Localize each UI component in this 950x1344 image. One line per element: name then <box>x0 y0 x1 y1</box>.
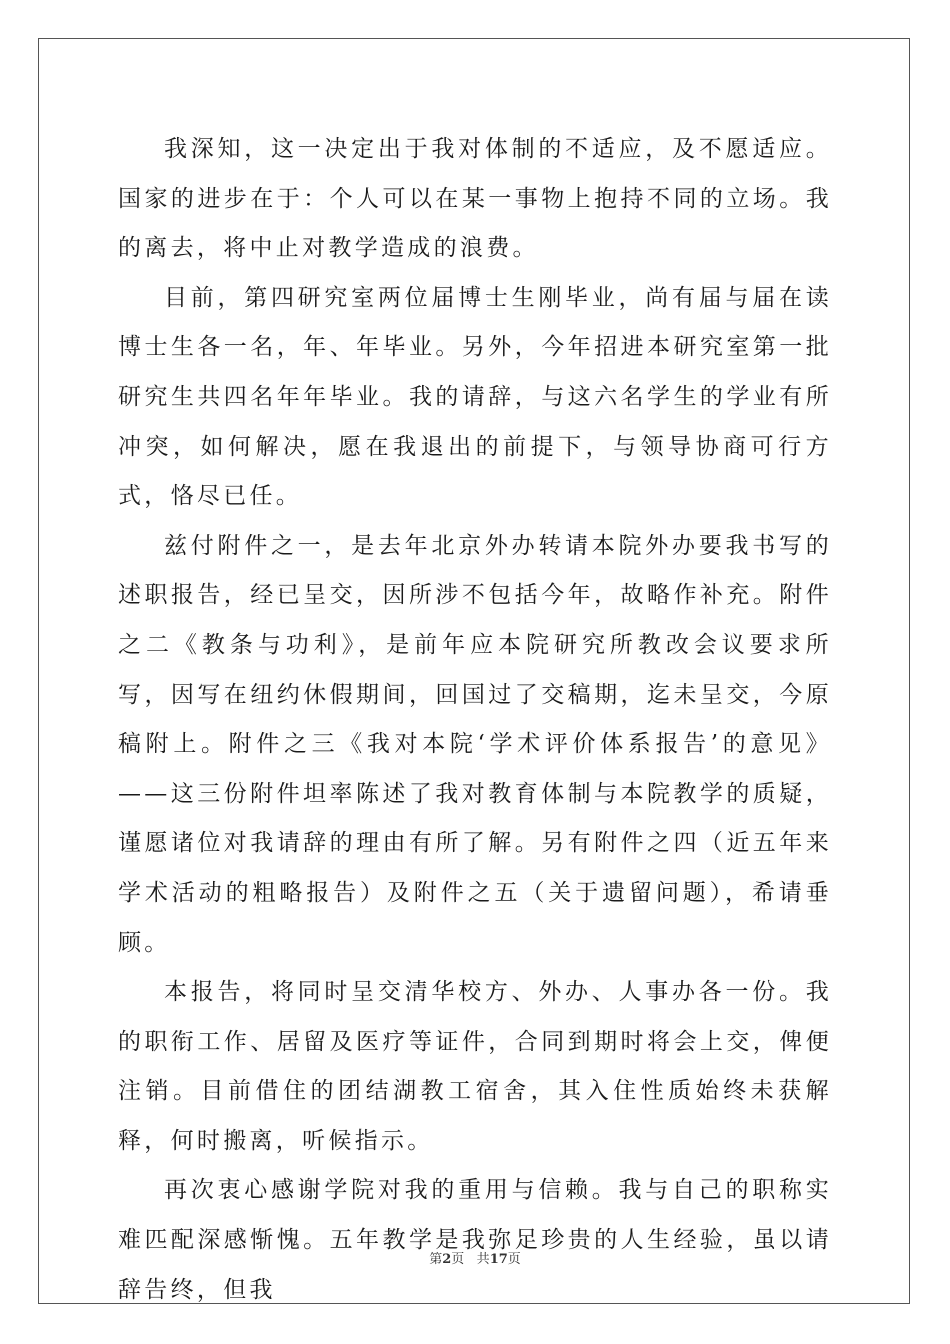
total-prefix: 共 <box>476 1252 490 1267</box>
page-footer <box>0 1248 950 1267</box>
paragraph-4: 本报告，将同时呈交清华校方、外办、人事办各一份。我的职衔工作、居留及医疗等证件，合同到期时将会上交，俾便注销。目前借住的团结湖教工宿舍，其入住性质始终未获解释，何时搬离，听候指示。 <box>118 979 832 1154</box>
page-number: 2 <box>442 1252 452 1267</box>
paragraph-2: 目前，第四研究室两位届博士生刚毕业，尚有届与届在读博士生各一名，年、年毕业。另外，今年招进本研究室第一批研究生共四名年年毕业。我的请辞，与这六名学生的学业有所冲突，如何解决，愿在我退出的前提下，与领导协商可行方式，恪尽已任。 <box>118 284 832 510</box>
page-suffix: 页 <box>451 1252 465 1267</box>
total-pages: 17 <box>489 1252 508 1267</box>
total-suffix: 页 <box>507 1252 521 1267</box>
paragraph-1: 我深知，这一决定出于我对体制的不适应，及不愿适应。国家的进步在于：个人可以在某一事物上抱持不同的立场。我的离去，将中止对教学造成的浪费。 <box>118 136 832 262</box>
paragraph-5: 再次衷心感谢学院对我的重用与信赖。我与自己的职称实难匹配深感惭愧。五年教学是我弥足珍贵的人生经验，虽以请辞告终，但我 <box>118 1177 832 1303</box>
page-prefix: 第 <box>429 1252 443 1267</box>
document-body <box>118 125 832 1315</box>
paragraph-3: 兹付附件之一，是去年北京外办转请本院外办要我书写的述职报告，经已呈交，因所涉不包括今年，故略作补充。附件之二《教条与功利》，是前年应本院研究所教改会议要求所写，因写在纽约休假期间，回国过了交稿期，迄未呈交，今原稿附上。附件之三《我对本院‘学术评价体系报告’的意见》——这三份附件坦率陈述了我对教育体制与本院教学的质疑，谨愿诸位对我请辞的理由有所了解。另有附件之四（近五年来学术活动的粗略报告）及附件之五（关于遗留问题），希请垂顾。 <box>118 532 832 956</box>
